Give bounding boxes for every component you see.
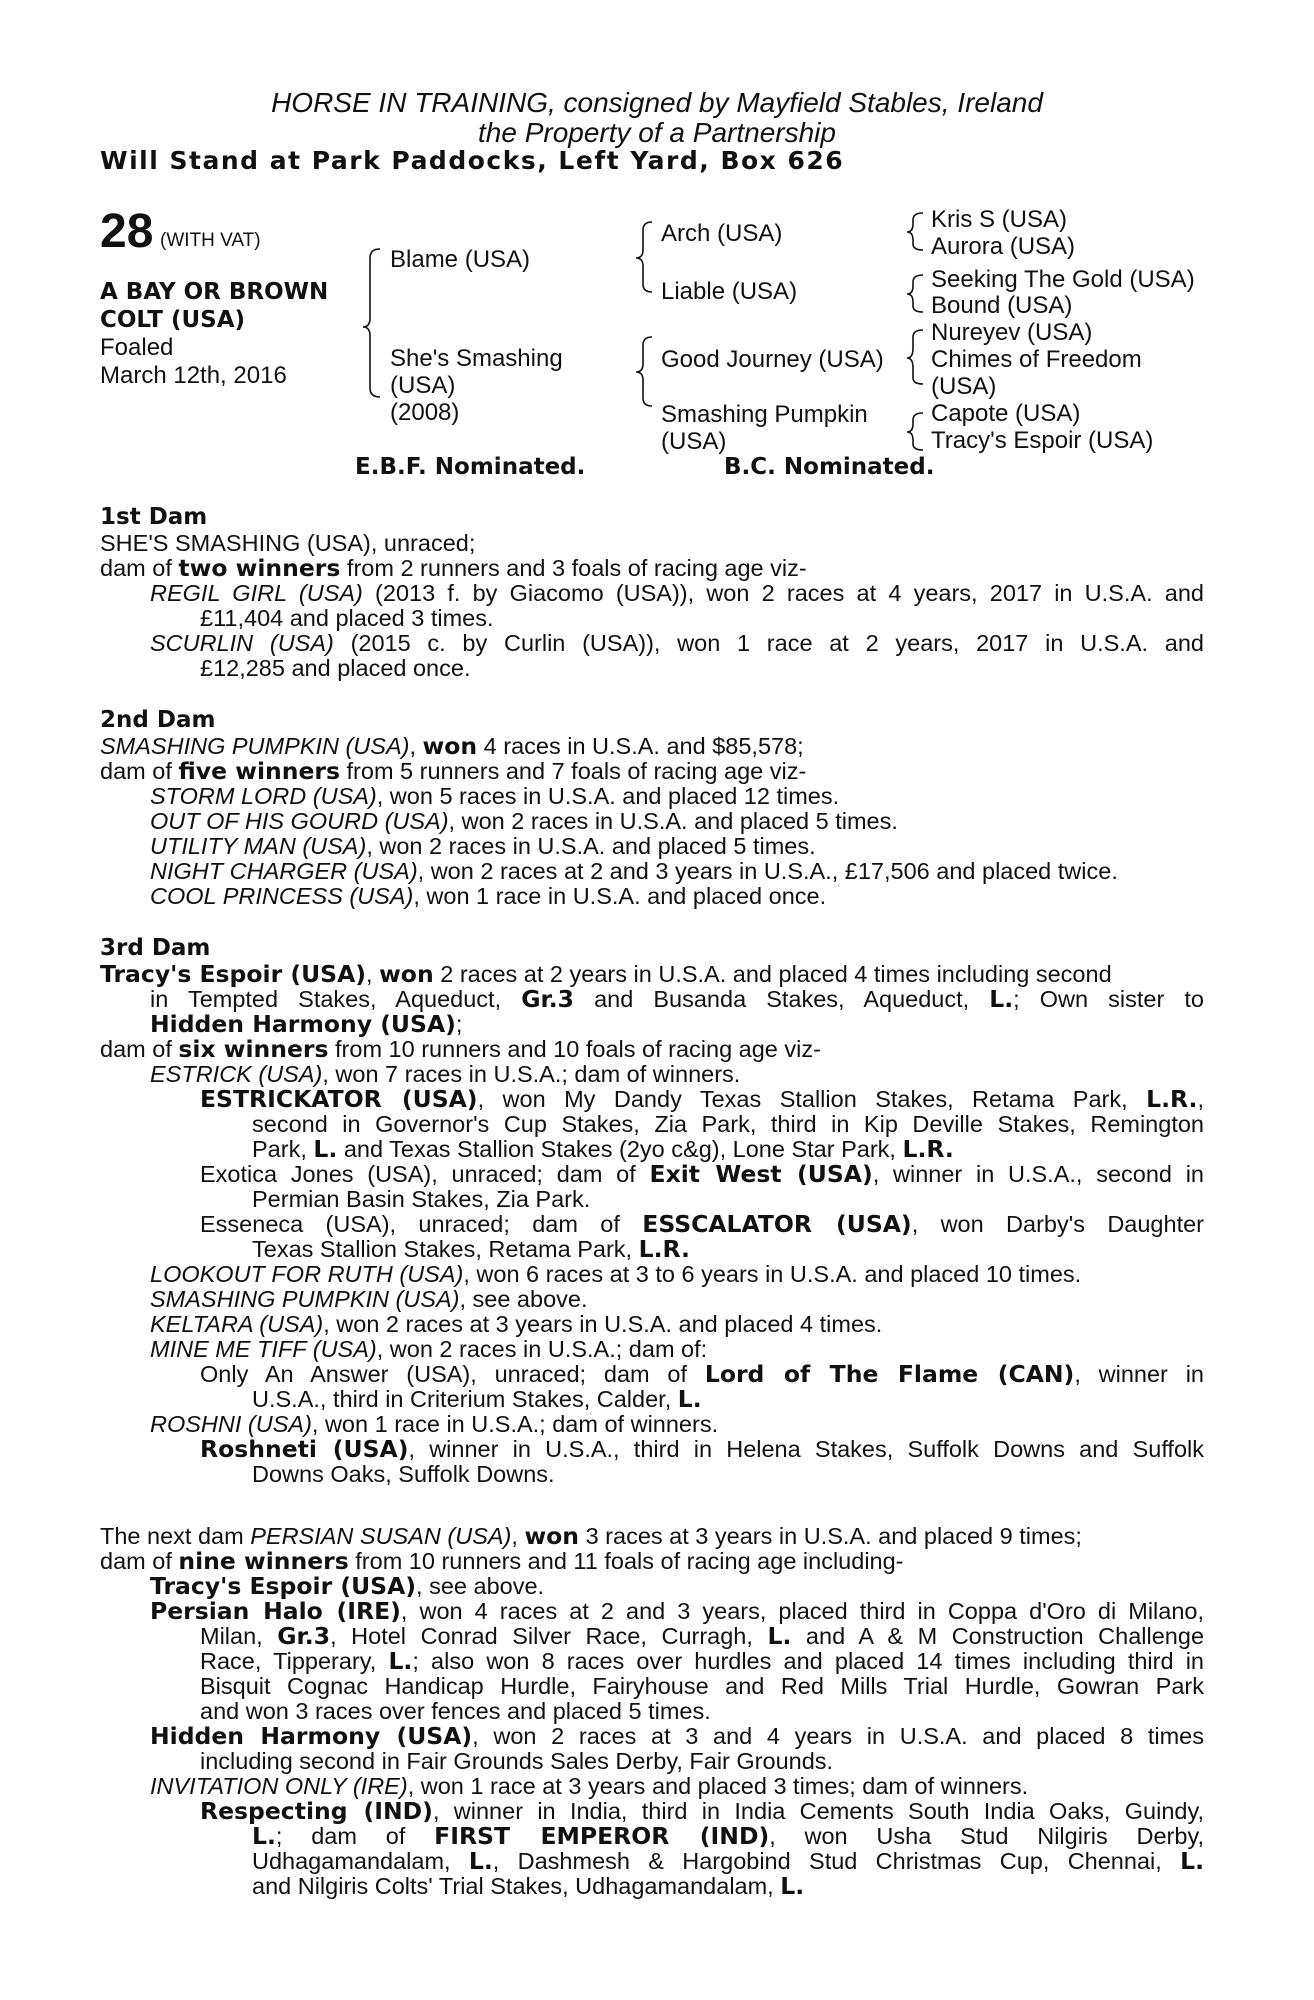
second-dam-line xyxy=(150,809,898,834)
text-run: SMASHING PUMPKIN (USA) xyxy=(150,1286,460,1312)
text-run: , won 1 race in U.S.A.; dam of winners. xyxy=(311,1411,719,1437)
text-run: NIGHT CHARGER (USA) xyxy=(150,858,418,884)
third-dam-heading: 3rd Dam xyxy=(100,935,211,961)
text-run: , won 2 races at 2 and 3 years in U.S.A., £17,506 and placed twice. xyxy=(417,858,1118,884)
pedigree-dam xyxy=(390,345,563,426)
ebf-nominated: E.B.F. Nominated. xyxy=(355,454,586,480)
second-dam-heading: 2nd Dam xyxy=(100,707,216,733)
text-run: ; xyxy=(455,1011,463,1037)
text-run: five winners xyxy=(178,757,340,785)
text-run: ESTRICKATOR (USA) xyxy=(200,1085,478,1113)
third-dam-line xyxy=(200,1437,1204,1462)
pedigree-ddd: Tracy's Espoir (USA) xyxy=(931,427,1154,454)
next-dam-line xyxy=(200,1624,1204,1649)
text-run: , won 1 race at 3 years and placed 3 times; dam of winners. xyxy=(407,1773,1029,1799)
text-run: U.S.A., third in Criterium Stakes, Calder, xyxy=(252,1386,678,1412)
foaled-value: March 12th, 2016 xyxy=(100,362,287,389)
text-run: 2 races at 2 years in U.S.A. and placed 4 times including second xyxy=(433,961,1112,987)
next-dam-line xyxy=(150,1599,1204,1624)
pedigree-dsd xyxy=(931,346,1142,400)
third-dam-line xyxy=(150,987,1204,1012)
text-run: Udhagamandalam, xyxy=(252,1848,469,1874)
second-dam-line xyxy=(150,859,1118,884)
text-run: PERSIAN SUSAN (USA) xyxy=(250,1523,512,1549)
third-dam-line xyxy=(200,1087,1204,1112)
text-run: Exit West (USA) xyxy=(649,1160,873,1188)
next-dam-line xyxy=(150,1574,544,1599)
next-dam-line xyxy=(252,1849,1204,1874)
text-run: FIRST EMPEROR (IND) xyxy=(434,1822,770,1850)
pedigree-dam-line3: (2008) xyxy=(390,399,460,426)
text-run: ESSCALATOR (USA) xyxy=(642,1210,912,1238)
third-dam-line xyxy=(200,1162,1204,1187)
text-run: KELTARA (USA) xyxy=(150,1311,324,1337)
text-run: two winners xyxy=(178,554,341,582)
third-dam-line: Permian Basin Stakes, Zia Park. xyxy=(252,1186,591,1212)
text-run: , xyxy=(409,733,423,759)
pedigree-sss: Kris S (USA) xyxy=(931,206,1068,233)
horse-type-line2: COLT (USA) xyxy=(100,307,246,333)
next-dam-line: Bisquit Cognac Handicap Hurdle, Fairyhouse and Red Mills Trial Hurdle, Gowran Park xyxy=(200,1673,1204,1699)
pedigree-dam-line2: (USA) xyxy=(390,372,456,399)
text-run: Only An Answer (USA), unraced; dam of xyxy=(200,1361,705,1387)
text-run: MINE ME TIFF (USA) xyxy=(150,1336,377,1362)
third-dam-line xyxy=(150,1262,1081,1287)
text-run: , xyxy=(511,1523,525,1549)
pedigree-dss: Nureyev (USA) xyxy=(931,319,1093,346)
next-dam-line: including second in Fair Grounds Sales Derby, Fair Grounds. xyxy=(200,1748,834,1774)
bracket-gen3-1 xyxy=(907,213,923,250)
text-run: 3 races at 3 years in U.S.A. and placed 9 times; xyxy=(579,1523,1082,1549)
first-dam-line xyxy=(150,631,1204,656)
property-line: the Property of a Partnership xyxy=(478,117,836,148)
text-run: , won 5 races in U.S.A. and placed 12 times. xyxy=(376,783,840,809)
next-dam-line xyxy=(200,1649,1204,1674)
text-run: , see above. xyxy=(416,1573,545,1599)
text-run: , winner in U.S.A., third in Helena Stakes, Suffolk Downs and Suffolk xyxy=(408,1436,1204,1462)
next-dam-line xyxy=(100,1549,904,1574)
text-run: ROSHNI (USA) xyxy=(150,1411,312,1437)
text-run: Gr.3 xyxy=(277,1622,331,1650)
text-run: , won 1 race in U.S.A. and placed once. xyxy=(413,883,827,909)
text-run: L. xyxy=(313,1135,338,1163)
stand-location: Will Stand at Park Paddocks, Left Yard, Box 626 xyxy=(100,146,845,175)
horse-type-line1: A BAY OR BROWN xyxy=(100,279,329,305)
text-run: , won 2 races in U.S.A. and placed 5 times. xyxy=(448,808,898,834)
text-run: UTILITY MAN (USA) xyxy=(150,833,367,859)
text-run: Hidden Harmony (USA) xyxy=(150,1722,473,1750)
text-run: L. xyxy=(1180,1847,1204,1875)
text-run: Exotica Jones (USA), unraced; dam of xyxy=(200,1161,650,1187)
pedigree-dam-dam-line1: Smashing Pumpkin xyxy=(661,401,868,428)
text-run: from 10 runners and 11 foals of racing age including- xyxy=(348,1548,904,1574)
bracket-gen1 xyxy=(363,249,380,397)
third-dam-line xyxy=(252,1137,954,1162)
text-run: L. xyxy=(388,1647,413,1675)
text-run: STORM LORD (USA) xyxy=(150,783,377,809)
text-run: dam of xyxy=(100,758,179,784)
text-run: OUT OF HIS GOURD (USA) xyxy=(150,808,449,834)
text-run: Roshneti (USA) xyxy=(200,1435,409,1463)
bracket-gen2-bottom xyxy=(636,337,652,406)
pedigree-sdd: Bound (USA) xyxy=(931,292,1073,319)
text-run: , won 2 races in U.S.A.; dam of: xyxy=(376,1336,708,1362)
text-run: Park, xyxy=(252,1136,314,1162)
text-run: , xyxy=(366,961,380,987)
text-run: , won 2 races in U.S.A. and placed 5 times. xyxy=(366,833,816,859)
text-run: six winners xyxy=(178,1035,329,1063)
text-run: dam of xyxy=(100,555,179,581)
pedigree-sire-dam: Liable (USA) xyxy=(661,278,798,305)
foaled-label: Foaled xyxy=(100,334,174,361)
text-run: L. xyxy=(677,1385,702,1413)
text-run: L. xyxy=(780,1872,805,1900)
third-dam-line xyxy=(200,1362,1204,1387)
third-dam-line: second in Governor's Cup Stakes, Zia Park, third in Kip Deville Stakes, Remington xyxy=(252,1111,1204,1137)
text-run: , winner in India, third in India Cements South India Oaks, Guindy, xyxy=(432,1798,1204,1824)
text-run: , won Usha Stud Nilgiris Derby, xyxy=(769,1823,1204,1849)
pedigree-sire: Blame (USA) xyxy=(390,246,531,273)
pedigree-sire-sire: Arch (USA) xyxy=(661,220,783,247)
text-run: from 5 runners and 7 foals of racing age viz- xyxy=(339,758,807,784)
lot-number: 28 xyxy=(100,205,154,258)
text-run: Tracy's Espoir (USA) xyxy=(150,1572,417,1600)
second-dam-line xyxy=(150,784,839,809)
pedigree-dam-dam xyxy=(661,401,868,455)
text-run: , Dashmesh & Hargobind Stud Christmas Cup, Chennai, xyxy=(492,1848,1181,1874)
text-run: Race, Tipperary, xyxy=(200,1648,389,1674)
text-run: COOL PRINCESS (USA) xyxy=(150,883,414,909)
pedigree-dds: Capote (USA) xyxy=(931,400,1081,427)
third-dam-line xyxy=(100,1037,821,1062)
text-run: L.R. xyxy=(902,1135,954,1163)
third-dam-line xyxy=(150,1012,462,1037)
first-dam-line: SHE'S SMASHING (USA), unraced; xyxy=(100,530,476,556)
text-run: Persian Halo (IRE) xyxy=(150,1597,401,1625)
text-run: Gr.3 xyxy=(521,985,575,1013)
text-run: LOOKOUT FOR RUTH (USA) xyxy=(150,1261,464,1287)
text-run: (2015 c. by Curlin (USA)), won 1 race at 2 years, 2017 in U.S.A. and xyxy=(333,630,1204,656)
text-run: Respecting (IND) xyxy=(200,1797,433,1825)
text-run: ESTRICK (USA) xyxy=(150,1061,323,1087)
text-run: Esseneca (USA), unraced; dam of xyxy=(200,1211,643,1237)
bracket-gen3-4 xyxy=(907,413,923,450)
text-run: , won 4 races at 2 and 3 years, placed third in Coppa d'Oro di Milano, xyxy=(400,1598,1204,1624)
text-run: , won 7 races in U.S.A.; dam of winners. xyxy=(322,1061,741,1087)
pedigree-dsd-line1: Chimes of Freedom xyxy=(931,346,1142,373)
text-run: and A & M Construction Challenge xyxy=(791,1623,1205,1649)
text-run: Tracy's Espoir (USA) xyxy=(100,960,367,988)
bracket-gen2-top xyxy=(636,222,652,292)
text-run: won xyxy=(422,732,478,760)
text-run: and Nilgiris Colts' Trial Stakes, Udhagamandalam, xyxy=(252,1873,781,1899)
second-dam-line xyxy=(100,759,806,784)
third-dam-line xyxy=(252,1387,702,1412)
text-run: from 2 runners and 3 foals of racing age viz- xyxy=(340,555,807,581)
next-dam-line xyxy=(100,1524,1082,1549)
first-dam-line xyxy=(150,581,1204,606)
text-run: (2013 f. by Giacomo (USA)), won 2 races at 4 years, 2017 in U.S.A. and xyxy=(362,580,1204,606)
text-run: L. xyxy=(767,1622,792,1650)
text-run: , see above. xyxy=(459,1286,588,1312)
text-run: dam of xyxy=(100,1548,179,1574)
text-run: and Busanda Stakes, Aqueduct, xyxy=(574,986,990,1012)
text-run: Milan, xyxy=(200,1623,278,1649)
text-run: SCURLIN (USA) xyxy=(150,630,334,656)
text-run: dam of xyxy=(100,1036,179,1062)
pedigree-dam-line1: She's Smashing xyxy=(390,345,563,372)
third-dam-line xyxy=(150,1412,718,1437)
text-run: won xyxy=(379,960,434,988)
text-run: , Hotel Conrad Silver Race, Curragh, xyxy=(330,1623,768,1649)
next-dam-line xyxy=(150,1724,1204,1749)
pedigree-dam-sire: Good Journey (USA) xyxy=(661,346,884,373)
third-dam-line: Downs Oaks, Suffolk Downs. xyxy=(252,1461,555,1487)
next-dam-line xyxy=(200,1799,1204,1824)
text-run: ; also won 8 races over hurdles and placed 14 times including third in xyxy=(412,1648,1204,1674)
text-run: from 10 runners and 10 foals of racing age viz- xyxy=(328,1036,821,1062)
text-run: and Texas Stallion Stakes (2yo c&g), Lone Star Park, xyxy=(337,1136,903,1162)
third-dam-line xyxy=(150,1312,882,1337)
first-dam-heading: 1st Dam xyxy=(100,504,208,530)
text-run: L. xyxy=(989,985,1014,1013)
text-run: L.R. xyxy=(1146,1085,1198,1113)
text-run: in Tempted Stakes, Aqueduct, xyxy=(150,986,522,1012)
third-dam-line xyxy=(200,1212,1204,1237)
next-dam-line: and won 3 races over fences and placed 5 times. xyxy=(200,1698,711,1724)
third-dam-line xyxy=(150,1337,707,1362)
text-run: , xyxy=(1197,1086,1204,1112)
second-dam-line xyxy=(150,834,816,859)
text-run: ; dam of xyxy=(275,1823,435,1849)
text-run: SMASHING PUMPKIN (USA) xyxy=(100,733,410,759)
text-run: , won My Dandy Texas Stallion Stakes, Retama Park, xyxy=(477,1086,1147,1112)
bc-nominated: B.C. Nominated. xyxy=(724,454,935,480)
pedigree-dsd-line2: (USA) xyxy=(931,373,997,400)
third-dam-line xyxy=(100,962,1112,987)
consignor-line: HORSE IN TRAINING, consigned by Mayfield Stables, Ireland xyxy=(271,87,1043,118)
pedigree-brackets xyxy=(0,0,1314,500)
text-run: The next dam xyxy=(100,1523,251,1549)
text-run: Lord of The Flame (CAN) xyxy=(704,1360,1075,1388)
text-run: Hidden Harmony (USA) xyxy=(150,1010,456,1038)
third-dam-line xyxy=(252,1237,690,1262)
text-run: Texas Stallion Stakes, Retama Park, xyxy=(252,1236,639,1262)
bracket-gen3-3 xyxy=(907,330,923,384)
text-run: ; Own sister to xyxy=(1013,986,1204,1012)
text-run: L. xyxy=(252,1822,276,1850)
first-dam-line: £11,404 and placed 3 times. xyxy=(200,605,494,631)
text-run: , winner in U.S.A., second in xyxy=(872,1161,1205,1187)
next-dam-line xyxy=(252,1874,804,1899)
first-dam-line: £12,285 and placed once. xyxy=(200,655,471,681)
text-run: 4 races in U.S.A. and $85,578; xyxy=(477,733,804,759)
text-run: won xyxy=(524,1522,580,1550)
text-run: , won 2 races at 3 years in U.S.A. and placed 4 times. xyxy=(323,1311,883,1337)
first-dam-line xyxy=(100,556,807,581)
pedigree-dam-dam-line2: (USA) xyxy=(661,428,727,455)
second-dam-line xyxy=(100,734,804,759)
text-run: , winner in xyxy=(1074,1361,1204,1387)
text-run: L. xyxy=(468,1847,493,1875)
next-dam-line xyxy=(150,1774,1028,1799)
bracket-gen3-2 xyxy=(907,275,923,312)
text-run: REGIL GIRL (USA) xyxy=(150,580,363,606)
lot-vat: (WITH VAT) xyxy=(160,230,261,251)
text-run: , won 6 races at 3 to 6 years in U.S.A. and placed 10 times. xyxy=(463,1261,1082,1287)
text-run: INVITATION ONLY (IRE) xyxy=(150,1773,408,1799)
pedigree-ssd: Aurora (USA) xyxy=(931,233,1076,260)
third-dam-line xyxy=(150,1062,740,1087)
text-run: , won 2 races at 3 and 4 years in U.S.A. and placed 8 times xyxy=(472,1723,1204,1749)
text-run: nine winners xyxy=(178,1547,349,1575)
third-dam-line xyxy=(150,1287,588,1312)
second-dam-line xyxy=(150,884,826,909)
text-run: , won Darby's Daughter xyxy=(911,1211,1204,1237)
next-dam-line xyxy=(252,1824,1204,1849)
text-run: L.R. xyxy=(638,1235,690,1263)
pedigree-sds: Seeking The Gold (USA) xyxy=(931,266,1195,293)
